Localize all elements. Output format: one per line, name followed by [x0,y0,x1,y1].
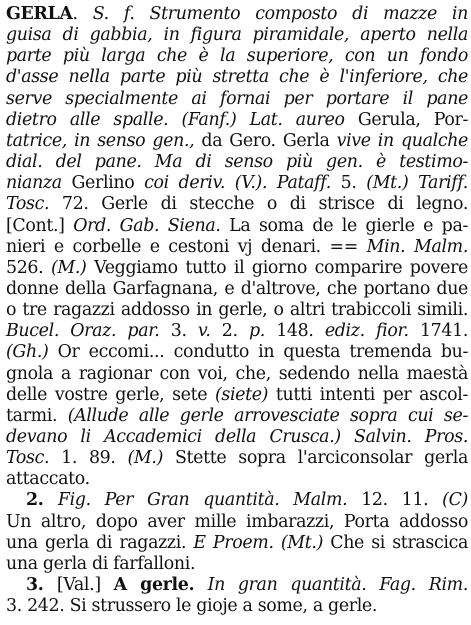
entry-text-segment: 12. 11. [361,490,443,511]
entry-text-segment: Veggiamo tutto il giorno comparire povere [94,257,468,278]
entry-text-segment: 1741. [419,321,469,342]
entry-text-segment: tutti intenti per ascol- [275,384,468,405]
entry-text-segment: serve specialmente ai fornai per portare il pane [6,88,468,109]
entry-text-segment: donne della Garfagnana, e d'altrove, che portano due [6,278,468,299]
entry-text-segment: Che si strascica [330,532,469,553]
entry-text-segment: d'asse nella parte più stretta che è l'inferiore, che [6,67,468,88]
entry-text-segment: dial. del pane. Ma di senso più gen. è testimo- [6,152,468,172]
entry-text-segment: ediz. fior. [324,321,420,342]
entry-text-segment: o tre ragazzi addosso in gerle, o altri trabiccoli simili. [6,300,468,321]
entry-text-segment: 5. [340,173,367,194]
entry-text-segment: (Mt.) Tariff. [366,173,468,194]
entry-text-segment: Ord. Gab. Siena. [73,215,230,236]
entry-text-segment: Gerula, Por- [357,109,468,130]
entry-text-segment: v. [197,321,222,342]
entry-text-segment: 526. [6,257,51,278]
entry-text-segment: (C) [442,490,468,511]
entry-text-segment: Bucel. Oraz. par. [6,321,171,342]
entry-text-segment: La soma de le gierle e pa- [229,215,468,236]
entry-text-segment: gnola a ragionar con voi, che, sedendo nella maestà [6,363,468,384]
entry-text-segment: tarmi. [6,405,68,426]
entry-text-segment: 3. [26,575,57,595]
entry-text-segment: nianza [6,173,72,194]
entry-text-segment: (M.) [50,257,95,278]
entry-text-segment: Stette sopra l'arciconsolar gerla [174,448,468,469]
headword: GERLA [6,4,73,24]
entry-text-segment: guisa di gabbia, in figura piramidale, aperto nella [6,25,468,46]
entry-text-segment: una gerla di ragazzi. [6,532,194,553]
entry-text-segment: Or eccomi... condutto in questa tremenda bu- [57,342,468,363]
entry-text-segment: dietro alle spalle. (Fanf.) [6,109,250,130]
entry-text-segment: da Gero. Gerla [201,130,337,151]
entry-text-segment: 148. [276,321,325,342]
entry-text-segment: (Gh.) [6,342,58,363]
entry-text-segment: Min. Malm. [366,236,468,257]
entry-text-segment: Gerlino [71,173,145,194]
entry-text-segment: coi deriv. (V.). Pataff. [144,173,341,194]
entry-text-segment: devano li Accademici della Crusca.) Salvin. Pros. [6,427,468,447]
entry-text-segment: S. f. Strumento composto di mazze in [92,4,468,24]
entry-text-segment: attaccato. [6,469,90,490]
entry-text-segment: tatrice, in senso gen., [6,130,202,151]
entry-text-segment: p. [248,321,277,342]
entry-text-segment: 3. 242. Si strussero le gioje a some, a gerle. [6,596,378,617]
entry-text-segment: Un altro, dopo aver mille imbarazzi, Porta addosso [6,511,468,532]
entry-text-segment: 2. [221,321,249,342]
entry-text-segment: 72. Gerle di stecche o di strisce di legno. [61,194,468,215]
entry-text-segment: Tosc. [6,194,62,215]
entry-text-segment: (M.) [127,448,175,469]
entry-text-segment: 1. 89. [61,448,128,469]
entry-text-segment: vive in qualche [336,130,469,151]
entry-text-segment: In gran quantità. Fag. Rim. [207,575,468,595]
entry-text-segment: parte più larga che è la superiore, con un fondo [6,46,468,67]
entry-text-segment: Fig. Per Gran quantità. Malm. [57,490,362,511]
entry-text-segment: 3. [170,321,198,342]
entry-text-segment: una gerla di farfalloni. [6,553,196,574]
entry-text-segment: (Allude alle gerle arrovesciate sopra cui se- [67,405,468,426]
entry-text-segment: nieri e corbelle e cestoni vj denari. == [6,236,367,257]
entry-text-segment: Tosc. [6,448,62,469]
entry-text-segment: 2. [26,490,58,511]
entry-text-segment: Lat. aureo [249,109,358,130]
entry-text-segment: [Cont.] [6,215,74,236]
entry-line [6,594,468,618]
entry-text-segment: (siete) [214,384,276,405]
entry-text-segment: . [72,4,93,24]
entry-text-segment: E Proem. (Mt.) [193,532,331,553]
entry-text-segment: A gerle. [113,575,208,595]
entry-text-segment: [Val.] [56,575,114,595]
entry-text-segment: delle vostre gerle, sete [6,384,215,405]
